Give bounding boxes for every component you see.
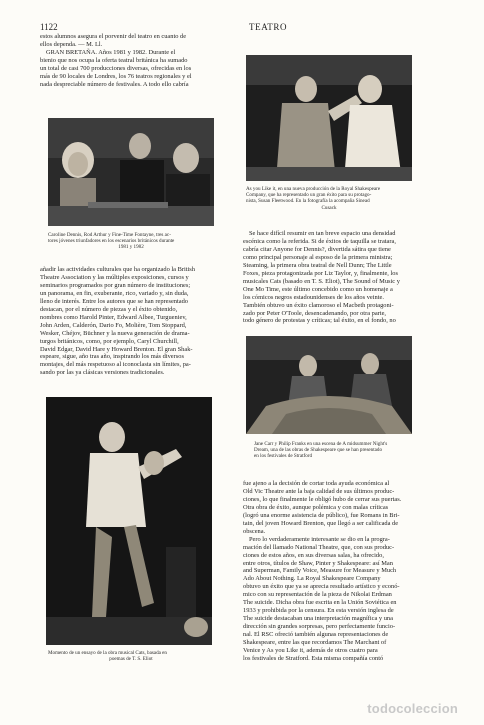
text-line: musicales Cats (basado en T. S. Eliot), The Sound of Music y [243,277,400,285]
text-line: bienio que nos ocupa la oferta teatral británica ha sumado [40,56,188,64]
photo-as-you-like-it [246,55,412,181]
text-line: añadir las actividades culturales que ha organizado la British [40,266,195,273]
text-line: Pero lo verdaderamente interesante se dio en la progra- [249,535,390,543]
caption-line: Company, que ha representado un gran éxito para su protago- [246,192,372,199]
text-line: escénica como la referida. Si de éxitos de taquilla se tratara, [243,237,396,245]
photo-cats-rehearsal [46,397,212,645]
text-line: más de 90 locales de Londres, los 76 teatros regionales y el [40,72,192,80]
text-line: mación del llamado National Theatre, que, con sus produc- [243,543,395,551]
text-line: nombres como Harold Pinter, Edward Albee, Turgueniev, [40,313,187,321]
text-line: lleno de interés. Entre los autores que se han representado [40,297,188,305]
text-line: obtuvo un éxito que ya se aprecia resultado artístico y econó- [243,583,400,591]
text-line: como principal personaje al esposo de la primera ministra; [243,253,393,261]
text-line: Ado About Nothing. La Royal Shakespeare Company [243,575,381,583]
text-line: Venice y As you Like it, además de otros cuatro para [243,647,378,655]
caption-line: As you Like it, en una nueva producción de la Royal Shakespeare [246,186,381,192]
text-line: 1933 y prohibida por la censura. En esta versión inglesa de [243,607,394,615]
text-line: Foxes, pieza protagonizada por Liz Taylor, y, finalmente, los [243,269,398,277]
text-line: montajes, del más respetuoso al iconoclasta sin límites, pa- [40,361,191,369]
photo-three-actors [48,118,214,226]
text-line: Shakespeare, entre las que recordamos The Marchant of [243,639,387,647]
text-line: seminarios programados por gran número de instituciones; [40,281,191,289]
text-line: ellos dependa. — M. Ll. [40,40,103,48]
text-line: destacan, por el número de piezas y el éxito obtenido, [40,305,178,313]
caption-line: Caroline Dennis, Rod Arthur y Fine-Time Fontayne, tres ac- [48,232,171,238]
text-line: estos alumnos asegura el porvenir del teatro en cuanto de [40,33,187,40]
text-line: One Mo Time, este último concebido como un homenaje a [243,285,393,293]
left-top-text [40,33,241,89]
text-line: ciones, lo que finalmente le obligó hubo de cerrar sus puertas. [243,495,402,503]
caption-photo-4 [254,441,412,460]
text-line: los festivales de Stratford. Esta misma compañía contó [243,654,384,662]
text-line: un total de casi 700 producciones diversas, ofrecidas en los [40,64,192,72]
text-line: Theatre Association y las múltiples exposiciones, cursos y [40,273,189,281]
text-line: Se hace difícil resumir en tan breve espacio una densidad [249,230,396,237]
right-mid-text [243,230,444,325]
text-line: David Edgar, David Hare y Howard Brenton. El gran Shak- [40,345,193,353]
right-bottom-text [243,480,444,663]
text-line: espeare, sigue, año tras año, inspirando los más diversos [40,353,184,361]
text-line: un panorama, en fin, exuberante, rico, variado y, sin duda, [40,289,189,297]
caption-line: 1981 y 1982 [118,244,144,251]
text-line: dirección sin grandes sorpresas, pero perfectamente funcio- [243,623,396,631]
text-line: John Arden, Calderón, Dario Fo, Molière, Tom Stoppard, [40,321,187,329]
caption-line: Momento de un ensayo de la obra musical Cats, basada en [48,650,167,656]
caption-line: tores jóvenes triunfadores en los escenarios británicos durante [48,238,175,245]
caption-line: Jane Carr y Philip Franks en una escena de A midsummer Night's [254,441,388,447]
caption-line: nista, Susan Fleetwood. En la fotografía la acompaña Sinead [246,198,370,205]
text-line: Old Vic Theatre ante la baja calidad de sus últimos produc- [243,487,395,495]
caption-line: poemas de T. S. Eliot [109,656,153,663]
caption-line: Cusack [321,204,337,211]
text-line: mico con su representación de la pieza de Nikolai Erdman [243,591,392,599]
text-line: GRAN BRETAÑA. Años 1981 y 1982. Durante el [46,48,176,56]
text-line: ciones de estos años, en sus diversas salas, ha ofrecido, [243,551,384,559]
text-line: Wesker, Chéjov, Büchner y la nueva generación de drama- [40,329,190,337]
text-line: cabría citar Anyone for Dennis?, divertida sátira que tiene [243,245,391,253]
text-line: turgos británicos, como, por ejemplo, Caryl Churchill, [40,337,179,345]
text-line: sando por las ya clásicas versiones tradicionales. [40,369,165,377]
text-line: Otra obra de éxito, aunque polémica y con malas críticas [243,503,389,511]
text-line: todo género de protestas y críticas; tal éxito, en el fondo, no [243,317,396,325]
caption-photo-1 [48,232,214,251]
text-line: fue ajeno a la decisión de cortar toda ayuda económica al [243,480,390,487]
text-line: (logró una enorme asistencia de público), fue Romans in Bri- [243,511,400,519]
text-line: The suicide. Dicha obra fue escrita en la Unión Soviética en [243,599,397,607]
text-line: los cómicos negros estadounidenses de los años veinte. [243,293,384,301]
caption-line: en los festivales de Stratford [254,453,312,460]
text-line: The suicide destacaban una interpretación magnífica y una [243,615,393,623]
section-title: TEATRO [249,22,288,32]
text-line: zado por Peter O'Toole, desencadenando, por otra parte, [243,309,387,317]
photo-midsummer-nights-dream [246,336,412,434]
page-number: 1122 [40,22,58,32]
text-line: tain, del joven Howard Brenton, que llegó a ser calificada de [243,519,399,527]
watermark-logo: todocoleccion [367,701,458,716]
left-mid-text [40,266,241,377]
text-line: También obtuvo un éxito clamoroso el Macbeth protagoni- [243,301,394,309]
caption-line: Dream, una de las obras de Shakespeare que se han presentado [254,447,383,454]
text-line: Steaming, la primera obra teatral de Nell Dunn; The Little [243,261,392,269]
text-line: entre otros, títulos de Shaw, Pinter y Shakespeare: así Man [243,559,393,567]
text-line: nada despreciable número de festivales. A todo ello cabría [40,80,189,88]
text-line: nal. El RSC ofreció también algunas representaciones de [243,631,389,639]
text-line: and Superman, Family Voice, Measure for Measure y Much [243,567,397,575]
caption-photo-3 [48,650,214,662]
text-line: obscena. [243,527,266,535]
caption-photo-2 [246,186,412,211]
